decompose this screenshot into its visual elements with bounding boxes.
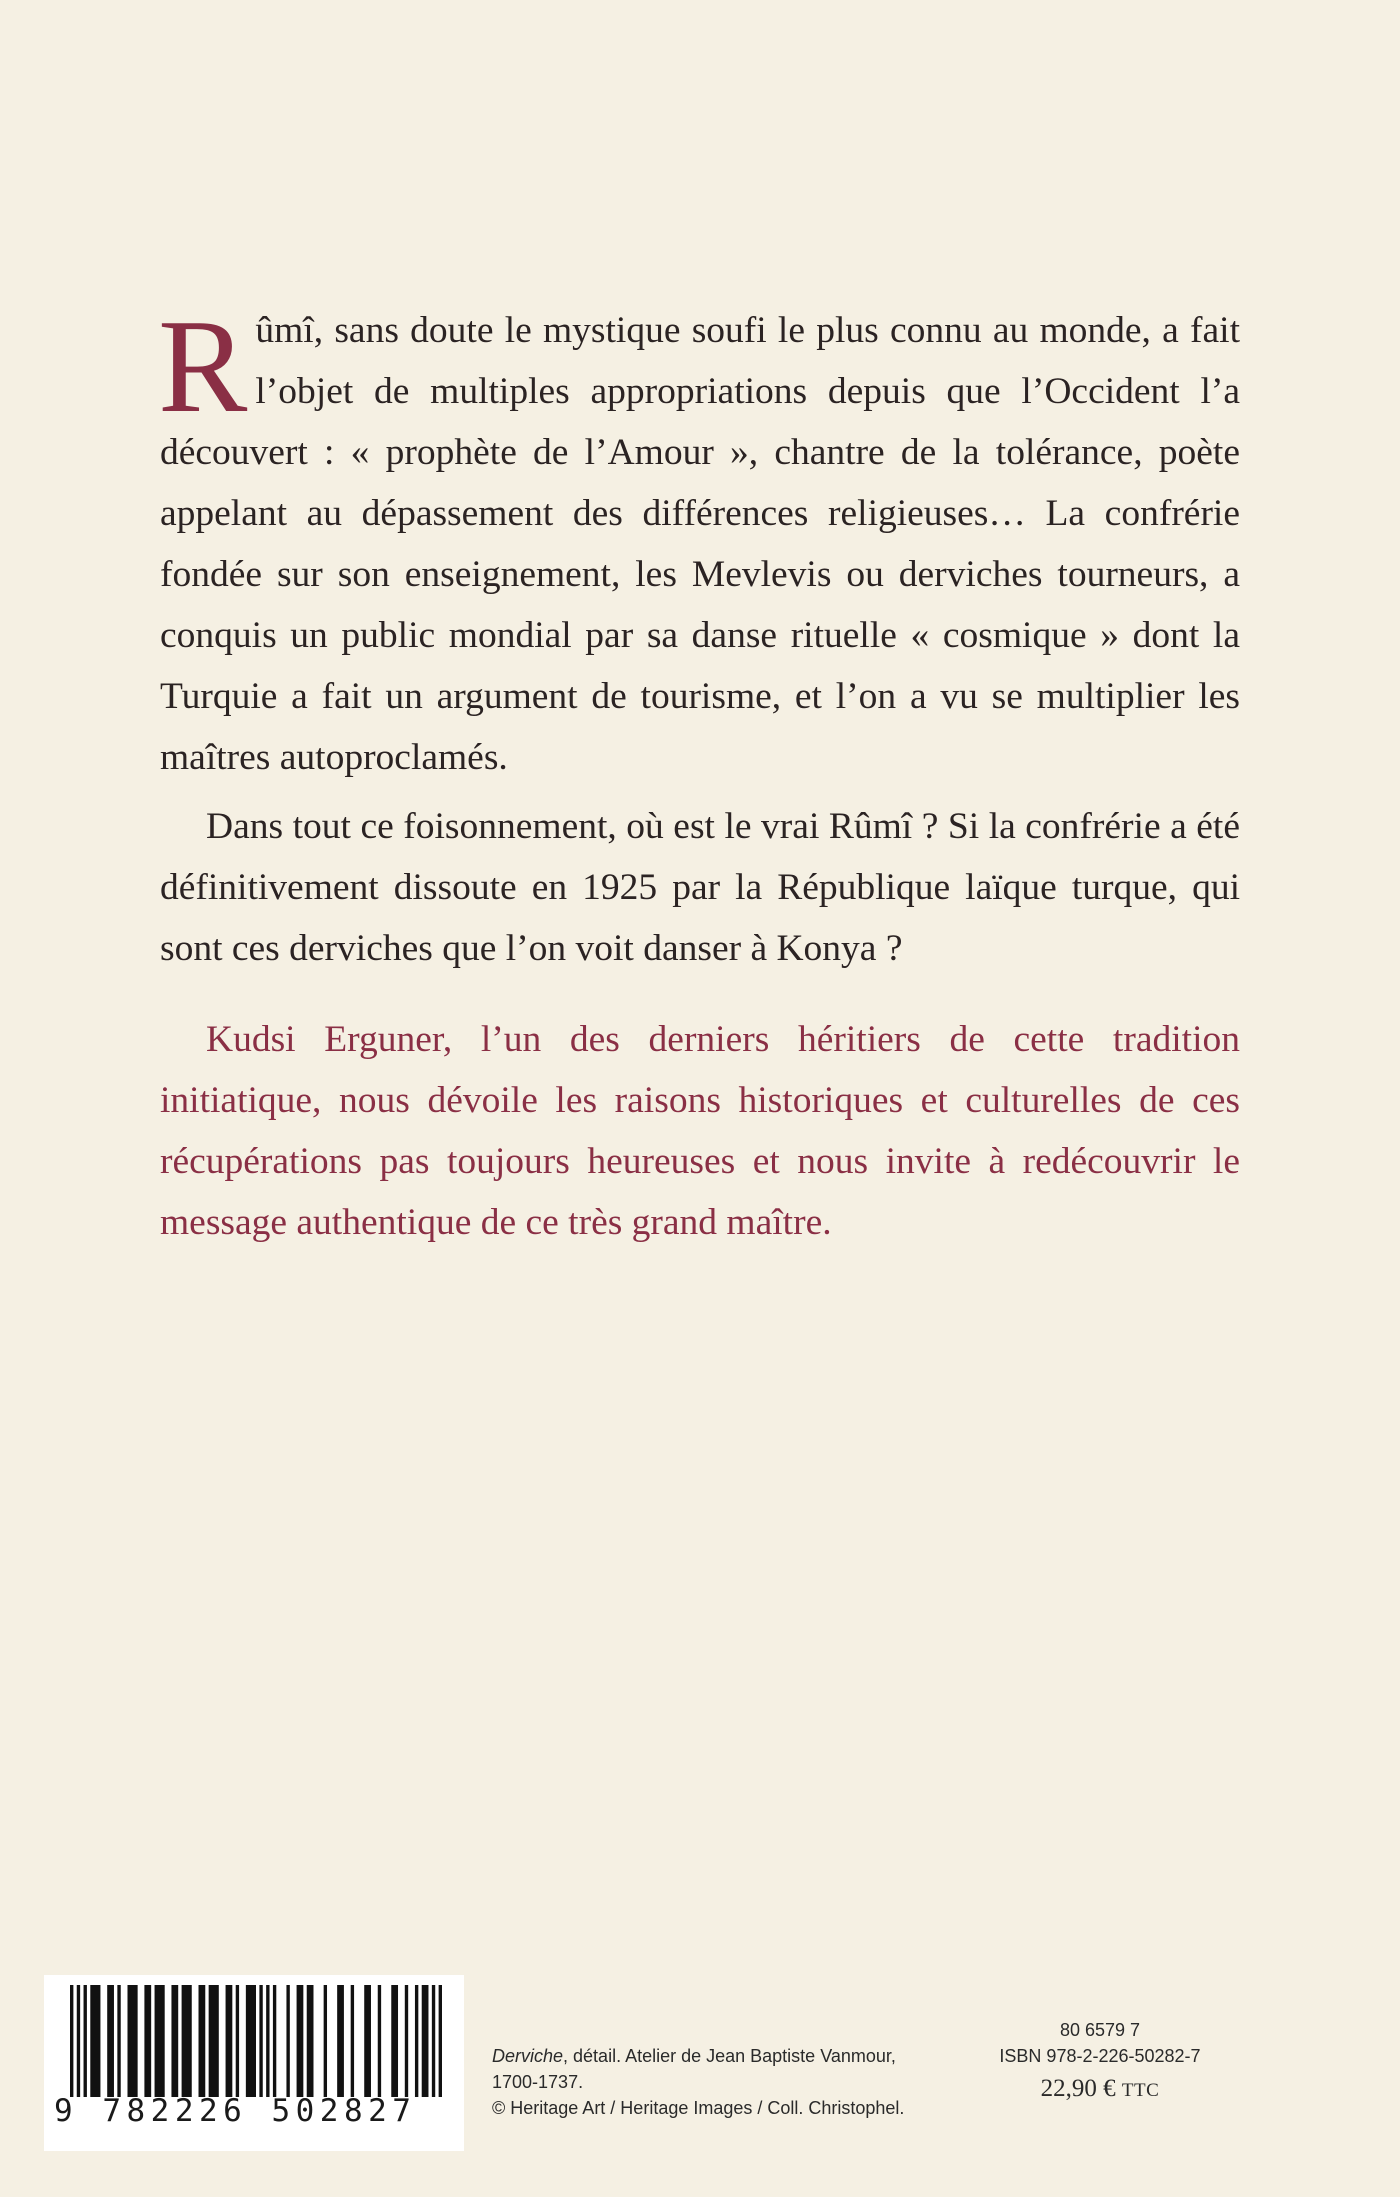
barcode-bars [70,1985,442,2097]
credit-artwork-title: Derviche [492,2046,564,2066]
pricing-block [980,2017,1220,2109]
blurb-paragraph-3-author-intro: Kudsi Erguner, l’un des derniers héritiers de cette tradition initiatique, nous dévoile les raisons historiques et culturelles de ces récupérations pas toujours heureuses et nous invite à redécouvrir le message authentique de ce très grand maître. [160,1019,1240,1243]
price-ttc-label: TTC [1121,2080,1160,2101]
image-credit [492,2043,992,2121]
isbn-barcode [44,1975,464,2151]
drop-cap-letter: R [158,292,248,440]
credit-line-1-rest: , détail. Atelier de Jean Baptiste Vanmour, [563,2046,896,2066]
credit-line-3: © Heritage Art / Heritage Images / Coll. Christophel. [492,2098,905,2118]
credit-line-1 [492,2043,992,2069]
product-code: 80 6579 7 [1059,2020,1141,2040]
blurb-paragraph-1 [158,292,1240,788]
barcode-digits: 9 782226 502827 [54,2093,417,2129]
blurb-paragraph-1-text: ûmî, sans doute le mystique soufi le plus connu au monde, a fait l’objet de multiples appropriations depuis que l’Occident l’a découvert : « prophète de l’Amour », chantre de la tolérance, poète appelant au dépassement des différences religieuses… La confrérie fondée sur son enseignement, les Mevlevis ou derviches tourneurs, a conquis un public mondial par sa danse rituelle « cosmique » dont la Turquie a fait un argument de tourisme, et l’on a vu se multiplier les maîtres autoproclamés. [160,310,1240,778]
blurb-paragraph-2: Dans tout ce foisonnement, où est le vrai Rûmî ? Si la confrérie a été définitivement dissoute en 1925 par la République laïque turque, qui sont ces derviches que l’on voit danser à Konya ? [160,806,1240,969]
price-line [980,2071,1220,2109]
isbn-number: ISBN 978-2-226-50282-7 [999,2046,1201,2066]
credit-line-2: 1700-1737. [492,2072,584,2092]
price-value: 22,90 € [1040,2075,1116,2102]
back-cover-blurb [158,292,1240,1253]
